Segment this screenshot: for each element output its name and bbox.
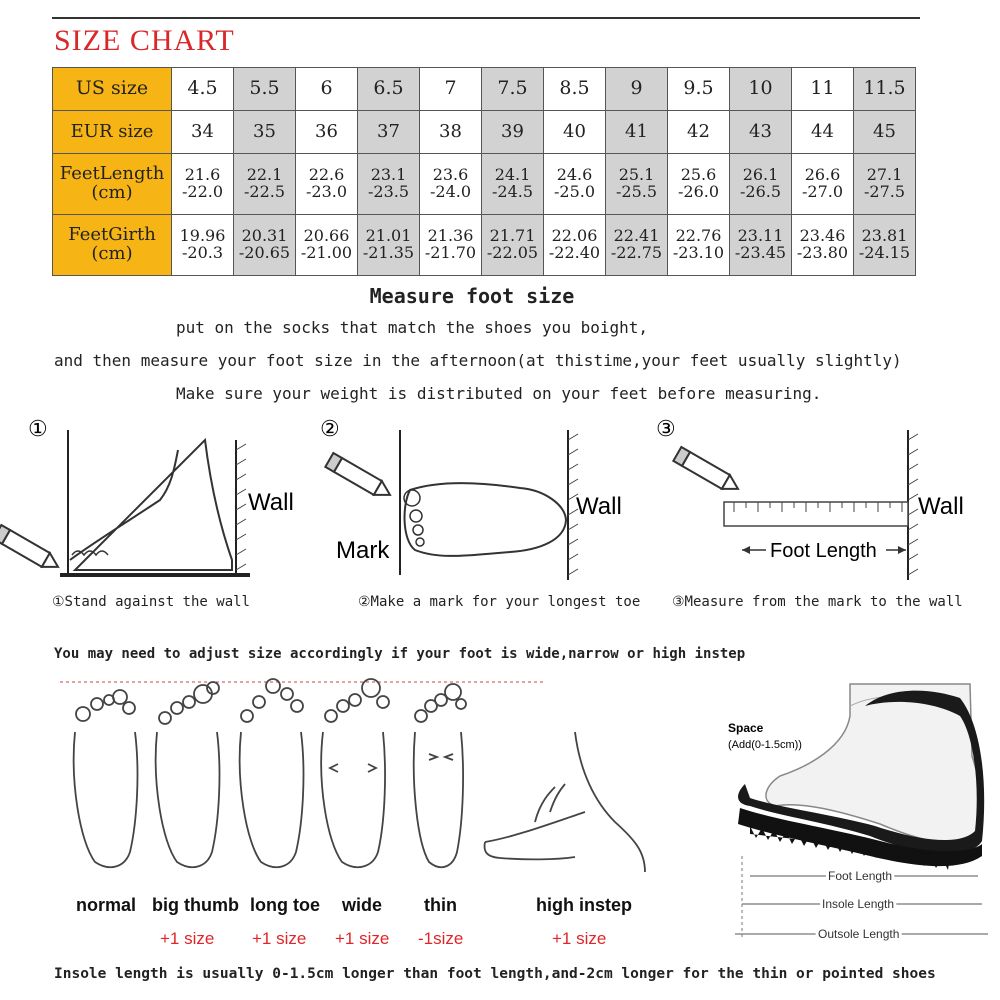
cell-line: 24.1 [494, 165, 531, 185]
shoe-insole-length-label: Insole Length [822, 897, 895, 911]
adjust-high-instep: +1 size [552, 929, 607, 948]
cell-line: 23.46 [799, 226, 846, 246]
cell-line: 22.06 [551, 226, 598, 246]
cell-line: 22.1 [246, 165, 283, 185]
cell-line: 20.66 [303, 226, 350, 246]
table-cell: 39 [482, 111, 544, 154]
table-cell: 38 [420, 111, 482, 154]
foot-type-wide: wide [342, 895, 383, 915]
cell-line: 26.6 [804, 165, 841, 185]
table-cell: 11 [792, 68, 854, 111]
header-line: FeetLength [59, 163, 165, 185]
table-cell: 43 [730, 111, 792, 154]
cell-line: -27.5 [863, 182, 906, 201]
header-line: FeetGirth [68, 224, 156, 246]
table-cell [420, 215, 482, 276]
table-cell [234, 154, 296, 215]
table-cell: 9 [606, 68, 668, 111]
table-cell [792, 215, 854, 276]
table-cell [668, 215, 730, 276]
table-cell [606, 154, 668, 215]
table-cell [544, 154, 606, 215]
table-cell [854, 215, 916, 276]
measure-heading: Measure foot size [369, 284, 575, 308]
step1-caption: ①Stand against the wall [52, 594, 250, 610]
instruction-line-3: Make sure your weight is distributed on your feet before measuring. [176, 384, 822, 403]
table-cell: 9.5 [668, 68, 730, 111]
step3-illustration [650, 410, 990, 590]
row-header-eur: EUR size [53, 111, 172, 154]
table-cell [482, 215, 544, 276]
cell-line: 25.1 [618, 165, 655, 185]
row-header-feet-length [53, 154, 172, 215]
cell-line: 22.6 [308, 165, 345, 185]
cell-line: -25.5 [615, 182, 658, 201]
shoe-space-label: Space [728, 721, 764, 735]
table-cell [792, 154, 854, 215]
table-cell [358, 154, 420, 215]
table-cell [172, 215, 234, 276]
table-cell: 5.5 [234, 68, 296, 111]
cell-line: 20.31 [241, 226, 288, 246]
foot-types-illustration [55, 672, 655, 882]
step1-wall-label: Wall [248, 489, 294, 516]
size-table [52, 67, 916, 276]
adjust-big-thumb: +1 size [160, 929, 215, 948]
step1-number: ① [28, 417, 48, 442]
cell-line: 25.6 [680, 165, 717, 185]
cell-line: 24.6 [556, 165, 593, 185]
table-cell [482, 154, 544, 215]
table-cell: 44 [792, 111, 854, 154]
cell-line: 27.1 [866, 165, 903, 185]
step2-illustration [320, 410, 660, 590]
page-title: SIZE CHART [54, 24, 235, 57]
cell-line: 26.1 [742, 165, 779, 185]
shoe-outsole-length-label: Outsole Length [818, 927, 900, 941]
cell-line: 22.41 [613, 226, 660, 246]
cell-line: 23.11 [737, 226, 784, 246]
adjust-note: You may need to adjust size accordingly if your foot is wide,narrow or high instep [54, 646, 746, 662]
table-cell: 45 [854, 111, 916, 154]
adjust-long-toe: +1 size [252, 929, 307, 948]
table-cell: 42 [668, 111, 730, 154]
step3-number: ③ [656, 417, 676, 442]
table-cell: 4.5 [172, 68, 234, 111]
table-cell [854, 154, 916, 215]
cell-line: -24.15 [858, 243, 911, 262]
table-cell [730, 215, 792, 276]
cell-line: -25.0 [553, 182, 596, 201]
cell-line: -23.5 [367, 182, 410, 201]
header-line: (cm) [91, 243, 133, 264]
cell-line: -22.75 [610, 243, 663, 262]
cell-line: -20.3 [181, 243, 224, 262]
cell-line: 22.76 [675, 226, 722, 246]
cell-line: -23.45 [734, 243, 787, 262]
table-cell: 34 [172, 111, 234, 154]
foot-type-thin: thin [424, 895, 457, 915]
table-cell: 36 [296, 111, 358, 154]
table-cell: 41 [606, 111, 668, 154]
table-cell: 8.5 [544, 68, 606, 111]
table-row [53, 68, 916, 111]
step2-caption: ②Make a mark for your longest toe [358, 594, 641, 610]
table-cell: 35 [234, 111, 296, 154]
foot-type-normal: normal [76, 895, 137, 915]
cell-line: 23.81 [861, 226, 908, 246]
table-cell: 7.5 [482, 68, 544, 111]
table-cell: 11.5 [854, 68, 916, 111]
table-cell: 37 [358, 111, 420, 154]
foot-type-big-thumb: big thumb [152, 895, 239, 915]
cell-line: -24.0 [429, 182, 472, 201]
step3-foot-length-label: Foot Length [770, 540, 877, 562]
instruction-line-1: put on the socks that match the shoes you boight, [176, 318, 649, 337]
step2-mark-label: Mark [336, 537, 390, 564]
table-row [53, 154, 916, 215]
cell-line: -21.00 [300, 243, 353, 262]
cell-line: -22.0 [181, 182, 224, 201]
footer-note: Insole length is usually 0-1.5cm longer than foot length,and-2cm longer for the thin or pointed shoes [54, 966, 936, 982]
table-cell [606, 215, 668, 276]
cell-line: 21.36 [427, 226, 474, 246]
cell-line: 21.01 [365, 226, 412, 246]
table-cell [296, 215, 358, 276]
cell-line: -22.40 [548, 243, 601, 262]
foot-type-high-instep: high instep [536, 895, 632, 915]
top-divider [52, 17, 920, 19]
table-cell [730, 154, 792, 215]
table-cell [296, 154, 358, 215]
header-line: (cm) [91, 182, 133, 203]
table-cell: 10 [730, 68, 792, 111]
table-cell [234, 215, 296, 276]
cell-line: -27.0 [801, 182, 844, 201]
shoe-space-sub: (Add(0-1.5cm)) [728, 739, 802, 751]
step1-illustration [0, 410, 320, 590]
table-row [53, 111, 916, 154]
cell-line: -22.5 [243, 182, 286, 201]
cell-line: -21.35 [362, 243, 415, 262]
adjust-thin: -1size [418, 929, 464, 948]
cell-line: -21.70 [424, 243, 477, 262]
shoe-illustration [720, 676, 990, 946]
cell-line: 21.71 [489, 226, 536, 246]
cell-line: -26.5 [739, 182, 782, 201]
step3-caption: ③Measure from the mark to the wall [672, 594, 963, 610]
row-header-us: US size [53, 68, 172, 111]
table-row [53, 215, 916, 276]
table-cell: 40 [544, 111, 606, 154]
cell-line: -23.10 [672, 243, 725, 262]
table-cell [420, 154, 482, 215]
table-cell: 6.5 [358, 68, 420, 111]
step2-wall-label: Wall [576, 493, 622, 520]
cell-line: -26.0 [677, 182, 720, 201]
cell-line: 21.6 [184, 165, 221, 185]
step2-number: ② [320, 417, 340, 442]
table-cell: 6 [296, 68, 358, 111]
foot-type-long-toe: long toe [250, 895, 320, 915]
table-cell [358, 215, 420, 276]
table-cell [544, 215, 606, 276]
cell-line: -23.0 [305, 182, 348, 201]
table-cell [668, 154, 730, 215]
instruction-line-2: and then measure your foot size in the afternoon(at thistime,your feet usually slightly) [54, 351, 902, 370]
cell-line: 23.6 [432, 165, 469, 185]
step3-wall-label: Wall [918, 493, 964, 520]
cell-line: -23.80 [796, 243, 849, 262]
table-cell [172, 154, 234, 215]
cell-line: -24.5 [491, 182, 534, 201]
row-header-feet-girth [53, 215, 172, 276]
adjust-wide: +1 size [335, 929, 390, 948]
shoe-foot-length-label: Foot Length [828, 869, 893, 883]
cell-line: -22.05 [486, 243, 539, 262]
table-cell: 7 [420, 68, 482, 111]
cell-line: -20.65 [238, 243, 291, 262]
cell-line: 19.96 [179, 226, 226, 246]
cell-line: 23.1 [370, 165, 407, 185]
